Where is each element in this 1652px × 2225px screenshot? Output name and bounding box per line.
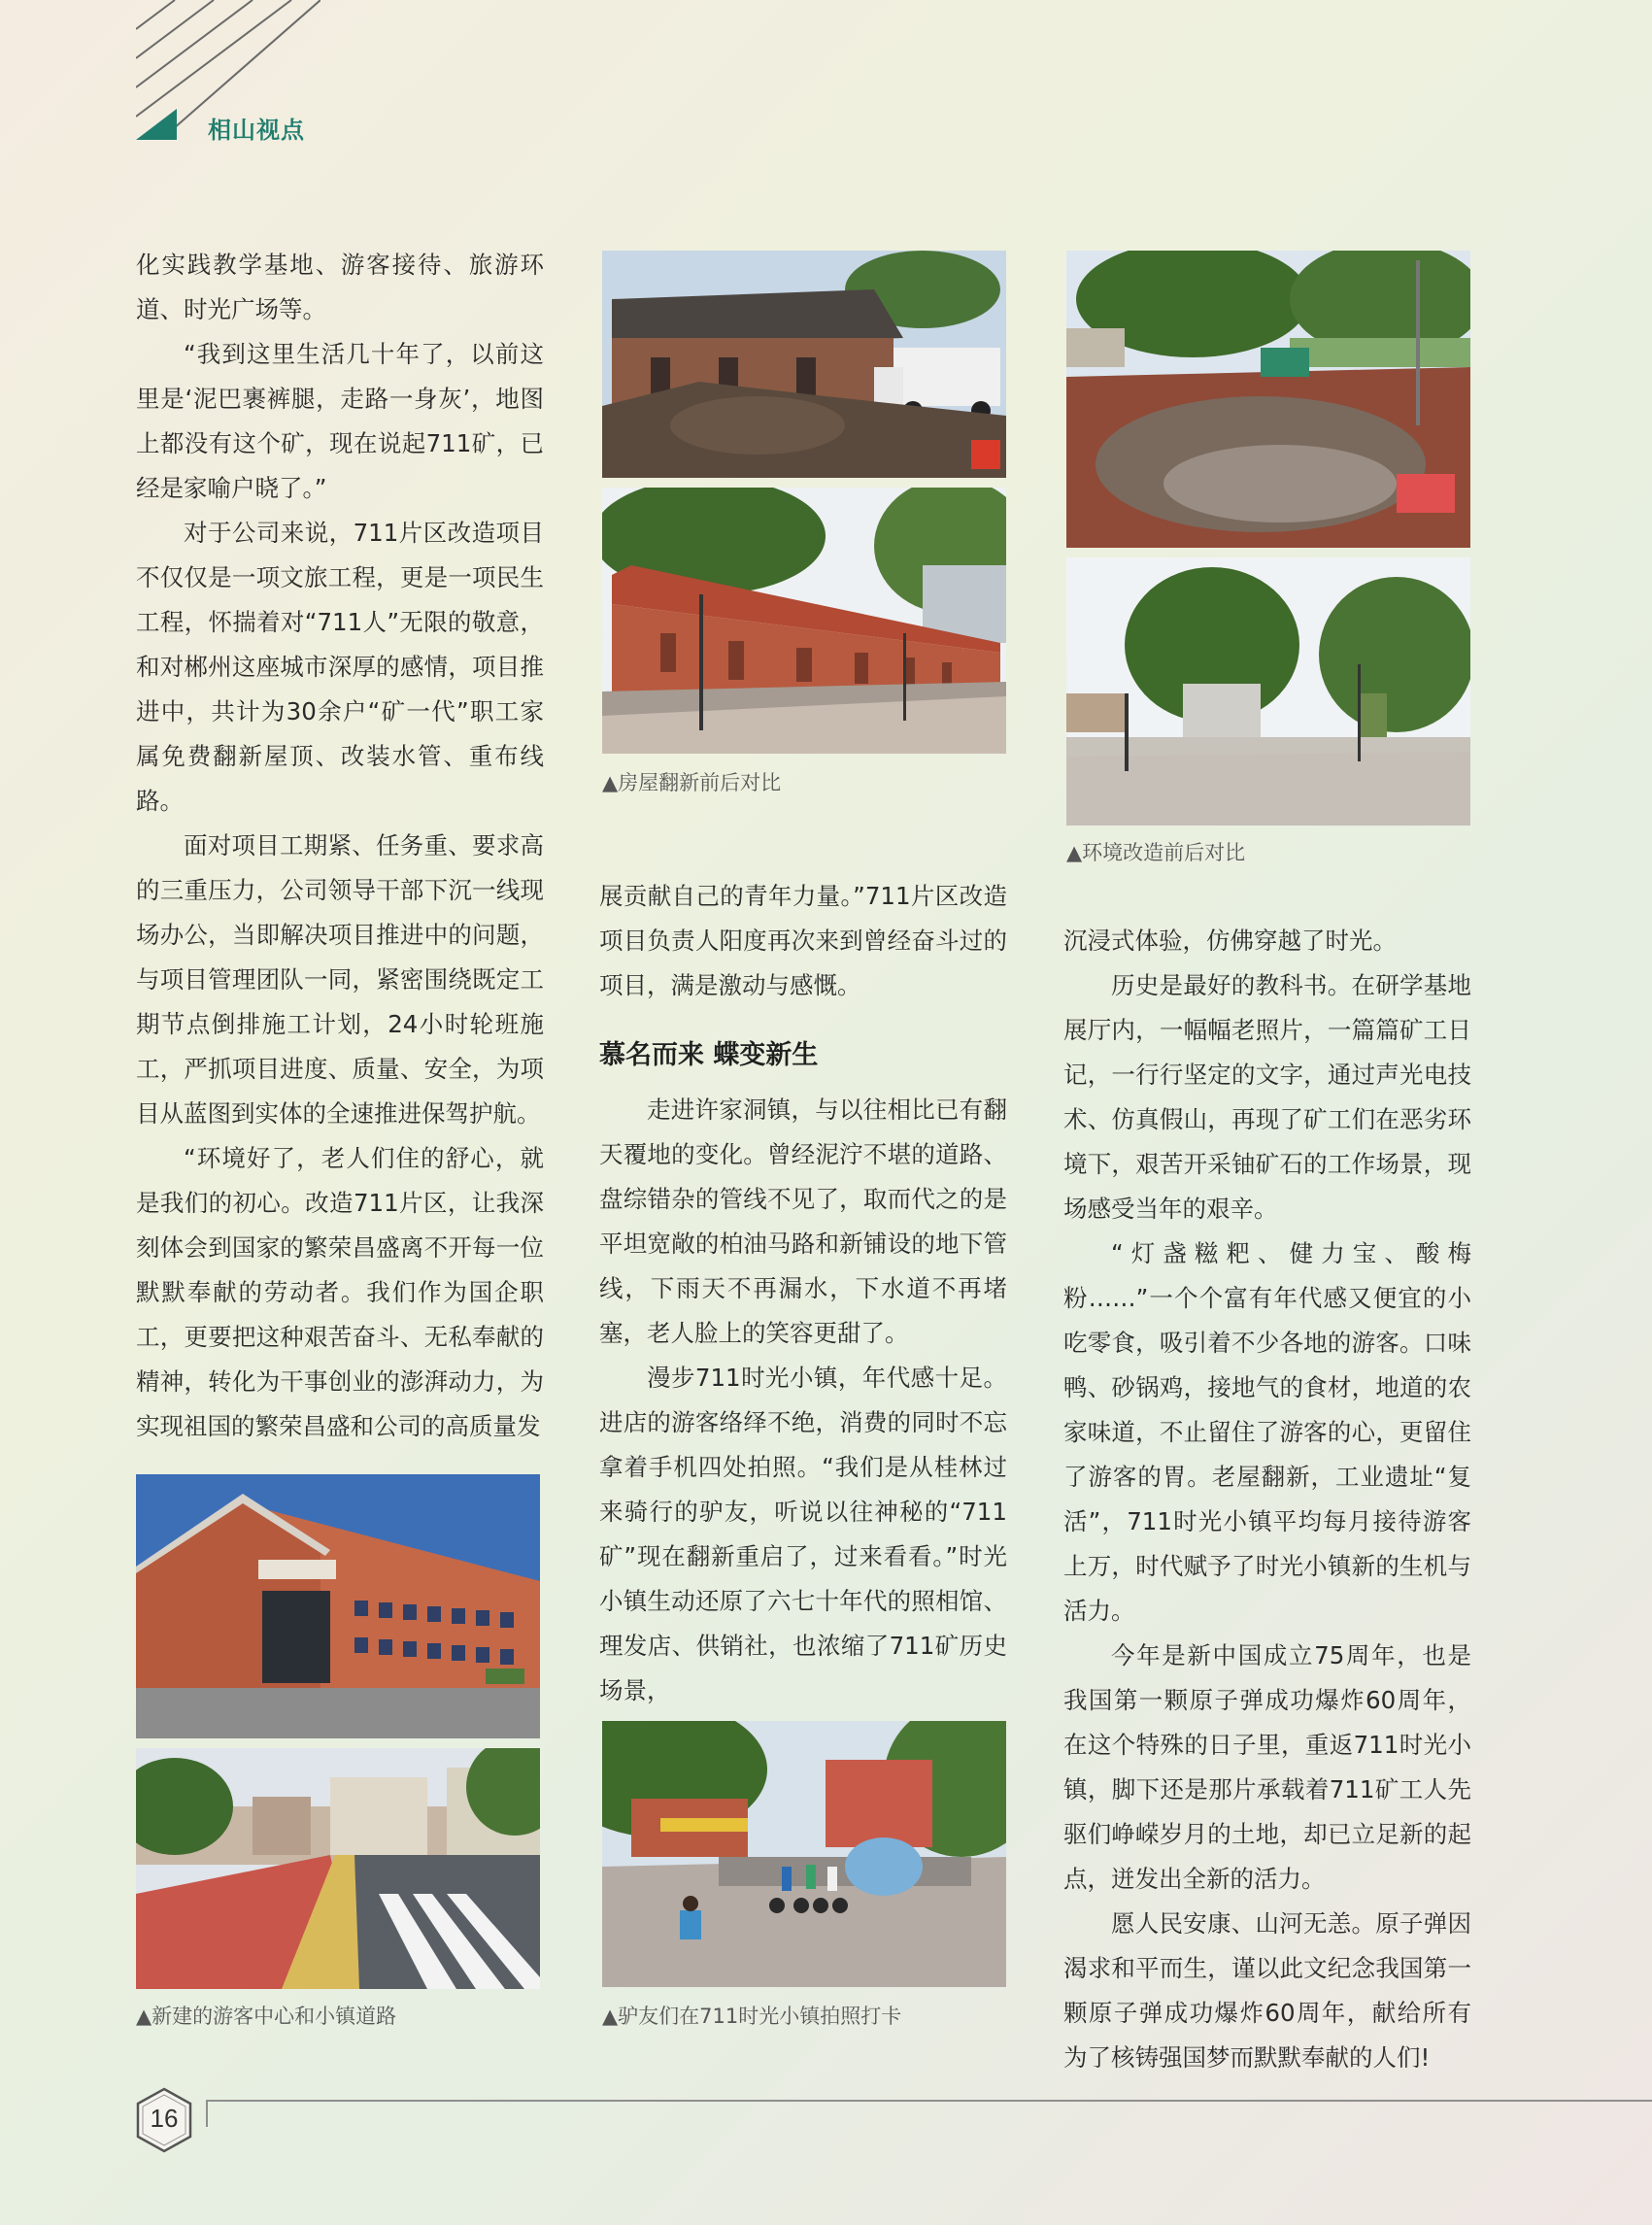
paragraph: 化实践教学基地、游客接待、旅游环道、时光广场等。 xyxy=(136,251,544,323)
section-heading: 慕名而来 蝶变新生 xyxy=(599,1040,819,1070)
article-column-middle xyxy=(599,874,1007,1713)
paragraph: 漫步711时光小镇，年代感十足。进店的游客络绎不绝，消费的同时不忘拿着手机四处拍照。“我们是从桂林过来骑行的驴友，听说以往神秘的“711矿”现在翻新重启了，过来看看。”时光小镇生动还原了六七十年代的照相馆、理发店、供销社，也浓缩了711矿历史场景， xyxy=(599,1364,1007,1704)
caption-visitor-center: ▲新建的游客中心和小镇道路 xyxy=(136,2005,397,2028)
photo-environment-after xyxy=(1066,557,1470,826)
photo-town-road xyxy=(136,1748,540,1989)
paragraph: 沉浸式体验，仿佛穿越了时光。 xyxy=(1063,927,1397,955)
paragraph: 愿人民安康、山河无恙。原子弹因渴求和平而生，谨以此文纪念我国第一颗原子弹成功爆炸60周年，献给所有为了核铸强国梦而默默奉献的人们! xyxy=(1063,1909,1471,2072)
caption-cyclists: ▲驴友们在711时光小镇拍照打卡 xyxy=(602,2005,902,2028)
paragraph: “灯盏糍粑、健力宝、酸梅粉……”一个个富有年代感又便宜的小吃零食，吸引着不少各地的游客。口味鸭、砂锅鸡，接地气的食材，地道的农家味道，不止留住了游客的心，更留住了游客的胃。老屋翻新，工业遗址“复活”，711时光小镇平均每月接待游客上万，时代赋予了时光小镇新的生机与活力。 xyxy=(1063,1239,1471,1625)
caption-environment: ▲环境改造前后对比 xyxy=(1066,841,1246,864)
paragraph: 对于公司来说，711片区改造项目不仅仅是一项文旅工程，更是一项民生工程，怀揣着对“711人”无限的敬意，和对郴州这座城市深厚的感情，项目推进中，共计为30余户“矿一代”职工家属免费翻新屋顶、改装水管、重布线路。 xyxy=(136,519,544,815)
footer-tick xyxy=(206,2100,208,2127)
caption-house: ▲房屋翻新前后对比 xyxy=(602,771,782,794)
paragraph: 今年是新中国成立75周年，也是我国第一颗原子弹成功爆炸60周年，在这个特殊的日子里，重返711时光小镇，脚下还是那片承载着711矿工人先驱们峥嵘岁月的土地，却已立足新的起点，迸发出全新的活力。 xyxy=(1063,1641,1471,1893)
paragraph: “环境好了，老人们住的舒心，就是我们的初心。改造711片区，让我深刻体会到国家的繁荣昌盛离不开每一位默默奉献的劳动者。我们作为国企职工，更要把这种艰苦奋斗、无私奉献的精神，转化为干事创业的澎湃动力，为实现祖国的繁荣昌盛和公司的高质量发 xyxy=(136,1144,544,1440)
photo-house-before xyxy=(602,251,1006,478)
paragraph: 历史是最好的教科书。在研学基地展厅内，一幅幅老照片，一篇篇矿工日记，一行行坚定的文字，通过声光电技术、仿真假山，再现了矿工们在恶劣环境下，艰苦开采铀矿石的工作场景，现场感受当年的艰辛。 xyxy=(1063,971,1471,1223)
photo-house-after xyxy=(602,488,1006,754)
article-column-left xyxy=(136,243,544,1449)
section-label: 相山视点 xyxy=(208,117,305,144)
photo-environment-before xyxy=(1066,251,1470,548)
photo-cyclists xyxy=(602,1721,1006,1987)
footer-rule xyxy=(206,2100,1652,2102)
paragraph: “我到这里生活几十年了，以前这里是‘泥巴裹裤腿，走路一身灰’，地图上都没有这个矿，现在说起711矿，已经是家喻户晓了。” xyxy=(136,340,544,502)
paragraph: 展贡献自己的青年力量。”711片区改造项目负责人阳度再次来到曾经奋斗过的项目，满是激动与感慨。 xyxy=(599,882,1007,999)
page-number: 16 xyxy=(150,2104,179,2133)
section-triangle-icon xyxy=(136,109,177,140)
article-column-right xyxy=(1063,919,1471,2080)
paragraph: 走进许家洞镇，与以往相比已有翻天覆地的变化。曾经泥泞不堪的道路、盘综错杂的管线不见了，取而代之的是平坦宽敞的柏油马路和新铺设的地下管线，下雨天不再漏水，下水道不再堵塞，老人脸上的笑容更甜了。 xyxy=(599,1096,1007,1347)
photo-visitor-center xyxy=(136,1474,540,1738)
paragraph: 面对项目工期紧、任务重、要求高的三重压力，公司领导干部下沉一线现场办公，当即解决项目推进中的问题，与项目管理团队一同，紧密围绕既定工期节点倒排施工计划，24小时轮班施工，严抓项目进度、质量、安全，为项目从蓝图到实体的全速推进保驾护航。 xyxy=(136,831,544,1128)
